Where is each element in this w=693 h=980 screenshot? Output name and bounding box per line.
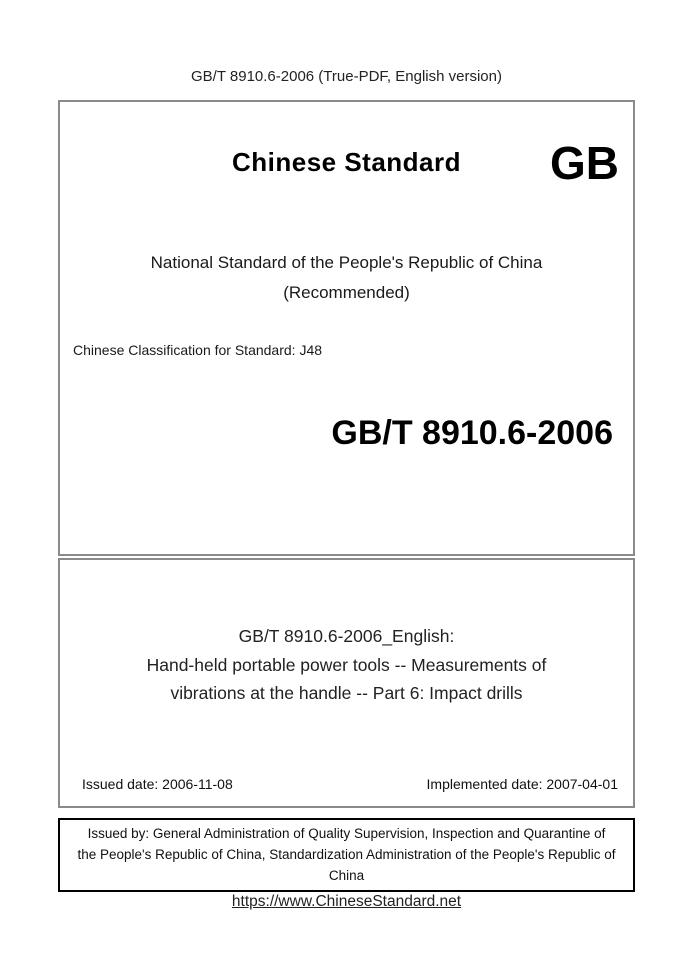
footer	[0, 893, 693, 911]
brand-title: Chinese Standard	[231, 147, 462, 177]
cover-box	[58, 100, 635, 556]
issuer-line-3: China	[328, 868, 365, 883]
issuer-box	[58, 818, 635, 892]
issuer-line-1: Issued by: General Administration of Quality Supervision, Inspection and Quarantine of	[87, 826, 606, 841]
issued-date: Issued date: 2006-11-08	[82, 776, 233, 792]
english-title-block	[60, 622, 633, 708]
english-title-line1: Hand-held portable power tools -- Measurements of	[146, 654, 547, 675]
title-box	[58, 558, 635, 808]
standard-number: GB/T 8910.6-2006	[331, 414, 613, 452]
national-standard-line: National Standard of the People's Republic of China	[150, 253, 543, 272]
document-header-title: GB/T 8910.6-2006 (True-PDF, English version)	[191, 68, 502, 85]
english-title-line2: vibrations at the handle -- Part 6: Impact drills	[170, 683, 523, 703]
classification-line: Chinese Classification for Standard: J48	[73, 342, 323, 358]
english-title-label: GB/T 8910.6-2006_English:	[238, 626, 455, 646]
implemented-date: Implemented date: 2007-04-01	[426, 776, 618, 792]
recommended-line: (Recommended)	[283, 283, 410, 302]
issuer-line-2: the People's Republic of China, Standardization Administration of the People's Republic of	[77, 847, 616, 862]
gb-logo: GB	[550, 137, 619, 189]
chinesestandard-link[interactable]: https://www.ChineseStandard.net	[231, 893, 462, 910]
